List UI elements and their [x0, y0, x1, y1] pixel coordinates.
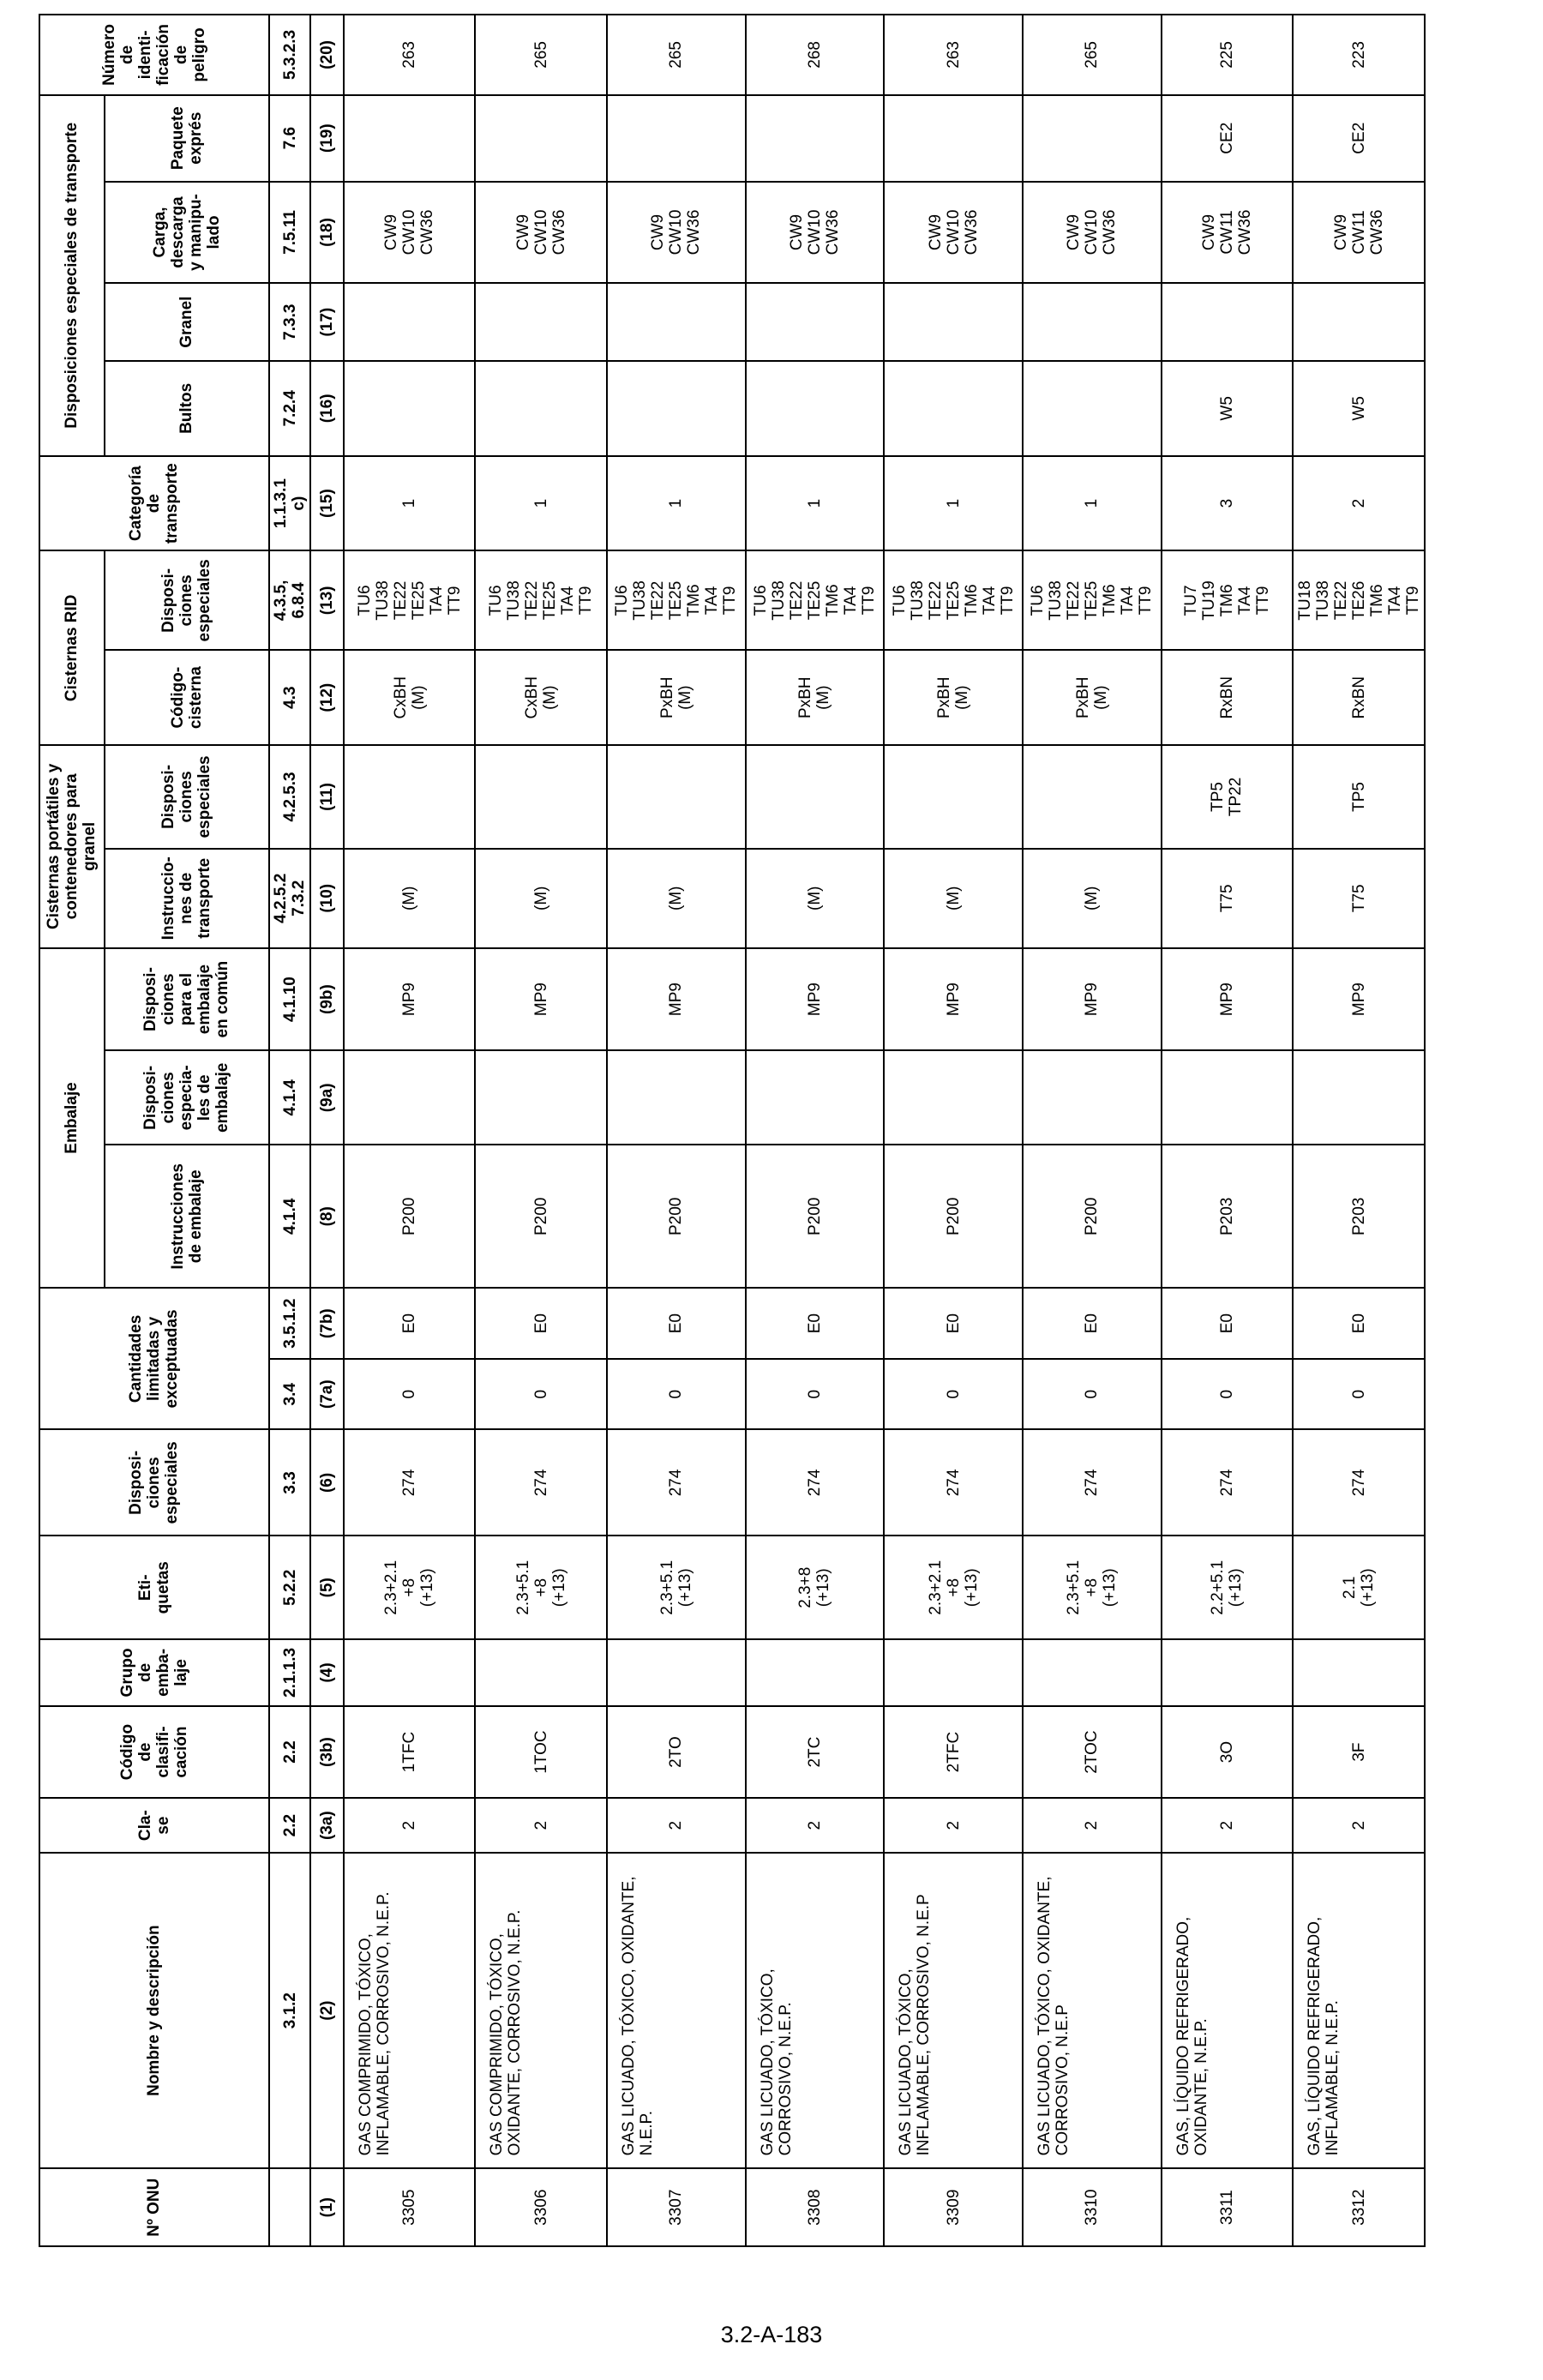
rid-tank-provisions-cell: TU6 TU38 TE22 TE25 TM6 TA4 TT9: [884, 550, 1023, 650]
col-number: (16): [310, 361, 343, 456]
packing-instruction-cell: P200: [746, 1145, 885, 1288]
name-description-cell: GAS LICUADO, TÓXICO, OXIDANTE, CORROSIVO, N.E.P: [1023, 1853, 1162, 2169]
header-bultos: Bultos: [105, 361, 269, 456]
special-provisions-cell: 274: [1293, 1430, 1425, 1536]
tank-instruction-cell: (M): [475, 849, 607, 948]
loading-handling-cell: CW9 CW10 CW36: [475, 182, 607, 284]
classification-code-cell: 2TO: [607, 1706, 746, 1799]
rid-tank-provisions-cell: TU6 TU38 TE22 TE25 TA4 TT9: [475, 550, 607, 650]
labels-cell: 2.3+5.1 +8 (+13): [1023, 1536, 1162, 1639]
express-parcel-cell: [746, 95, 885, 182]
express-parcel-cell: CE2: [1162, 95, 1294, 182]
special-packing-provisions-cell: [1162, 1050, 1294, 1145]
rid-tank-provisions-cell: TU18 TU38 TE22 TE26 TM6 TA4 TT9: [1293, 550, 1425, 650]
header-grupo-embalaje: Grupo de emba- laje: [39, 1639, 269, 1706]
ref-cell: 3.4: [269, 1359, 311, 1430]
packing-instruction-cell: P200: [607, 1145, 746, 1288]
tank-code-cell: PxBH (M): [746, 650, 885, 745]
rid-tank-provisions-cell: TU6 TU38 TE22 TE25 TM6 TA4 TT9: [1023, 550, 1162, 650]
tank-code-cell: CxBH (M): [344, 650, 476, 745]
tank-special-provisions-cell: [1023, 745, 1162, 849]
loading-handling-cell: CW9 CW10 CW36: [344, 182, 476, 284]
transport-category-cell: 1: [1023, 456, 1162, 551]
tank-code-cell: PxBH (M): [607, 650, 746, 745]
name-description-cell: GAS LICUADO, TÓXICO, CORROSIVO, N.E.P.: [746, 1853, 885, 2169]
bulk-cell: [607, 283, 746, 361]
special-packing-provisions-cell: [475, 1050, 607, 1145]
excepted-quantity-cell: E0: [884, 1288, 1023, 1359]
bulk-cell: [1162, 283, 1294, 361]
mixed-packing-cell: MP9: [746, 948, 885, 1051]
table-row: [1023, 15, 1162, 2246]
header-cisternas-portatiles: Cisternas portátiles y contenedores para granel: [39, 745, 105, 948]
col-number: (9a): [310, 1050, 343, 1145]
hazard-id-cell: 268: [746, 15, 885, 95]
col-number: (2): [310, 1853, 343, 2169]
table-row: [884, 15, 1023, 2246]
packing-instruction-cell: P203: [1162, 1145, 1294, 1288]
ref-cell: 7.6: [269, 95, 311, 182]
ref-cell: 4.3.5, 6.8.4: [269, 550, 311, 650]
ref-cell: 3.1.2: [269, 1853, 311, 2169]
header-disp-embalaje-comun: Disposi- ciones para el embalaje en común: [105, 948, 269, 1051]
packing-group-cell: [1023, 1639, 1162, 1706]
header-cisternas-rid: Cisternas RID: [39, 550, 105, 745]
loading-handling-cell: CW9 CW10 CW36: [607, 182, 746, 284]
packages-cell: [607, 361, 746, 456]
table-row: [607, 15, 746, 2246]
ref-cell: 7.3.3: [269, 283, 311, 361]
col-number: (13): [310, 550, 343, 650]
class-cell: 2: [1023, 1798, 1162, 1852]
un-number-cell: 3307: [607, 2168, 746, 2246]
packages-cell: [344, 361, 476, 456]
header-embalaje: Embalaje: [39, 948, 105, 1289]
col-number: (7a): [310, 1359, 343, 1430]
col-number: (9b): [310, 948, 343, 1051]
excepted-quantity-cell: E0: [607, 1288, 746, 1359]
loading-handling-cell: CW9 CW11 CW36: [1293, 182, 1425, 284]
transport-category-cell: 1: [607, 456, 746, 551]
ref-cell: 4.2.5.2 7.3.2: [269, 849, 311, 948]
rid-tank-provisions-cell: TU6 TU38 TE22 TE25 TA4 TT9: [344, 550, 476, 650]
labels-cell: 2.2+5.1 (+13): [1162, 1536, 1294, 1639]
header-instrucciones-embalaje: Instrucciones de embalaje: [105, 1145, 269, 1288]
header-cantidades: Cantidades limitadas y exceptuadas: [39, 1288, 269, 1429]
special-provisions-cell: 274: [1023, 1430, 1162, 1536]
packing-instruction-cell: P203: [1293, 1145, 1425, 1288]
transport-category-cell: 1: [475, 456, 607, 551]
special-provisions-cell: 274: [884, 1430, 1023, 1536]
ref-cell: 2.2: [269, 1798, 311, 1852]
col-number: (7b): [310, 1288, 343, 1359]
special-provisions-cell: 274: [746, 1430, 885, 1536]
col-number: (5): [310, 1536, 343, 1639]
col-number: (12): [310, 650, 343, 745]
ref-cell: 5.2.2: [269, 1536, 311, 1639]
tank-instruction-cell: (M): [884, 849, 1023, 948]
header-codigo-clasificacion: Código de clasifi- cación: [39, 1706, 269, 1799]
loading-handling-cell: CW9 CW10 CW36: [1023, 182, 1162, 284]
loading-handling-cell: CW9 CW10 CW36: [884, 182, 1023, 284]
limited-quantity-cell: 0: [1162, 1359, 1294, 1430]
classification-code-cell: 2TC: [746, 1706, 885, 1799]
limited-quantity-cell: 0: [746, 1359, 885, 1430]
excepted-quantity-cell: E0: [344, 1288, 476, 1359]
header-disp-especiales-transporte: Disposiciones especiales de transporte: [39, 95, 105, 456]
un-number-cell: 3311: [1162, 2168, 1294, 2246]
tank-special-provisions-cell: [607, 745, 746, 849]
tank-instruction-cell: T75: [1162, 849, 1294, 948]
header-un-no: Nº ONU: [39, 2168, 269, 2246]
table-row: [344, 15, 476, 2246]
col-number: (11): [310, 745, 343, 849]
col-number: (15): [310, 456, 343, 551]
header-granel: Granel: [105, 283, 269, 361]
packing-group-cell: [607, 1639, 746, 1706]
ref-cell: 5.3.2.3: [269, 15, 311, 95]
loading-handling-cell: CW9 CW10 CW36: [746, 182, 885, 284]
limited-quantity-cell: 0: [1023, 1359, 1162, 1430]
page-number: 3.2-A-183: [720, 2322, 823, 2347]
header-rid-disp-especiales: Disposi- ciones especiales: [105, 550, 269, 650]
header-name: Nombre y descripción: [39, 1853, 269, 2169]
hazard-id-cell: 265: [607, 15, 746, 95]
tank-special-provisions-cell: [344, 745, 476, 849]
mixed-packing-cell: MP9: [1162, 948, 1294, 1051]
limited-quantity-cell: 0: [344, 1359, 476, 1430]
name-description-cell: GAS LICUADO, TÓXICO, OXIDANTE, N.E.P.: [607, 1853, 746, 2169]
special-provisions-cell: 274: [344, 1430, 476, 1536]
class-cell: 2: [884, 1798, 1023, 1852]
mixed-packing-cell: MP9: [475, 948, 607, 1051]
col-number: (1): [310, 2168, 343, 2246]
packages-cell: [1023, 361, 1162, 456]
un-number-cell: 3309: [884, 2168, 1023, 2246]
tank-code-cell: CxBH (M): [475, 650, 607, 745]
hazard-id-cell: 265: [475, 15, 607, 95]
special-provisions-cell: 274: [1162, 1430, 1294, 1536]
dangerous-goods-table: [39, 14, 1426, 2247]
reference-row: [269, 15, 311, 2246]
excepted-quantity-cell: E0: [1023, 1288, 1162, 1359]
packing-group-cell: [746, 1639, 885, 1706]
special-packing-provisions-cell: [746, 1050, 885, 1145]
mixed-packing-cell: MP9: [1023, 948, 1162, 1051]
classification-code-cell: 2TFC: [884, 1706, 1023, 1799]
special-packing-provisions-cell: [1293, 1050, 1425, 1145]
bulk-cell: [884, 283, 1023, 361]
tank-code-cell: RxBN: [1162, 650, 1294, 745]
hazard-id-cell: 223: [1293, 15, 1425, 95]
hazard-id-cell: 265: [1023, 15, 1162, 95]
excepted-quantity-cell: E0: [1293, 1288, 1425, 1359]
class-cell: 2: [1162, 1798, 1294, 1852]
table-row: [475, 15, 607, 2246]
name-description-cell: GAS LICUADO, TÓXICO, INFLAMABLE, CORROSIVO, N.E.P: [884, 1853, 1023, 2169]
express-parcel-cell: [884, 95, 1023, 182]
name-description-cell: GAS COMPRIMIDO, TÓXICO, OXIDANTE, CORROSIVO, N.E.P.: [475, 1853, 607, 2169]
labels-cell: 2.1 (+13): [1293, 1536, 1425, 1639]
tank-special-provisions-cell: [746, 745, 885, 849]
class-cell: 2: [344, 1798, 476, 1852]
excepted-quantity-cell: E0: [475, 1288, 607, 1359]
packing-group-cell: [1293, 1639, 1425, 1706]
header-paquete-expres: Paquete exprés: [105, 95, 269, 182]
header-etiquetas: Eti- quetas: [39, 1536, 269, 1639]
tank-code-cell: PxBH (M): [884, 650, 1023, 745]
header-disp-especiales-embalaje: Disposi- ciones especia- les de embalaje: [105, 1050, 269, 1145]
rid-tank-provisions-cell: TU7 TU19 TM6 TA4 TT9: [1162, 550, 1294, 650]
packing-group-cell: [475, 1639, 607, 1706]
bulk-cell: [1293, 283, 1425, 361]
bulk-cell: [344, 283, 476, 361]
tank-instruction-cell: T75: [1293, 849, 1425, 948]
express-parcel-cell: [607, 95, 746, 182]
header-codigo-cisterna: Código- cisterna: [105, 650, 269, 745]
col-number: (17): [310, 283, 343, 361]
tank-instruction-cell: (M): [1023, 849, 1162, 948]
mixed-packing-cell: MP9: [607, 948, 746, 1051]
labels-cell: 2.3+2.1 +8 (+13): [884, 1536, 1023, 1639]
packages-cell: [746, 361, 885, 456]
col-number: (10): [310, 849, 343, 948]
un-number-cell: 3305: [344, 2168, 476, 2246]
header-row-top: [39, 15, 105, 2246]
transport-category-cell: 2: [1293, 456, 1425, 551]
packing-group-cell: [344, 1639, 476, 1706]
mixed-packing-cell: MP9: [344, 948, 476, 1051]
labels-cell: 2.3+5.1 (+13): [607, 1536, 746, 1639]
packing-instruction-cell: P200: [344, 1145, 476, 1288]
ref-cell: 7.2.4: [269, 361, 311, 456]
special-packing-provisions-cell: [884, 1050, 1023, 1145]
ref-cell: 2.1.1.3: [269, 1639, 311, 1706]
ref-cell: 2.2: [269, 1706, 311, 1799]
header-clase: Cla- se: [39, 1798, 269, 1852]
name-description-cell: GAS, LÍQUIDO REFRIGERADO, INFLAMABLE, N.E.P.: [1293, 1853, 1425, 2169]
class-cell: 2: [746, 1798, 885, 1852]
un-number-cell: 3306: [475, 2168, 607, 2246]
tank-instruction-cell: (M): [746, 849, 885, 948]
header-numero-peligro: Número de identi- ficación de peligro: [39, 15, 269, 95]
excepted-quantity-cell: E0: [1162, 1288, 1294, 1359]
packing-group-cell: [884, 1639, 1023, 1706]
class-cell: 2: [607, 1798, 746, 1852]
col-number: (4): [310, 1639, 343, 1706]
mixed-packing-cell: MP9: [1293, 948, 1425, 1051]
limited-quantity-cell: 0: [884, 1359, 1023, 1430]
header-disposiciones-especiales: Disposi- ciones especiales: [39, 1430, 269, 1536]
rid-tank-provisions-cell: TU6 TU38 TE22 TE25 TM6 TA4 TT9: [607, 550, 746, 650]
labels-cell: 2.3+5.1 +8 (+13): [475, 1536, 607, 1639]
excepted-quantity-cell: E0: [746, 1288, 885, 1359]
transport-category-cell: 1: [746, 456, 885, 551]
header-categoria-transporte: Categoría de transporte: [39, 456, 269, 551]
ref-cell: 4.1.4: [269, 1145, 311, 1288]
un-number-cell: 3312: [1293, 2168, 1425, 2246]
col-number: (18): [310, 182, 343, 284]
col-number: (8): [310, 1145, 343, 1288]
express-parcel-cell: [1023, 95, 1162, 182]
transport-category-cell: 1: [344, 456, 476, 551]
col-number: (3a): [310, 1798, 343, 1852]
table-row: [746, 15, 885, 2246]
rid-tank-provisions-cell: TU6 TU38 TE22 TE25 TM6 TA4 TT9: [746, 550, 885, 650]
special-provisions-cell: 274: [475, 1430, 607, 1536]
express-parcel-cell: CE2: [1293, 95, 1425, 182]
tank-code-cell: PxBH (M): [1023, 650, 1162, 745]
transport-category-cell: 3: [1162, 456, 1294, 551]
tank-special-provisions-cell: [475, 745, 607, 849]
packages-cell: W5: [1293, 361, 1425, 456]
bulk-cell: [746, 283, 885, 361]
ref-cell: 3.3: [269, 1430, 311, 1536]
limited-quantity-cell: 0: [475, 1359, 607, 1430]
mixed-packing-cell: MP9: [884, 948, 1023, 1051]
labels-cell: 2.3+2.1 +8 (+13): [344, 1536, 476, 1639]
hazard-id-cell: 263: [344, 15, 476, 95]
transport-category-cell: 1: [884, 456, 1023, 551]
packing-instruction-cell: P200: [884, 1145, 1023, 1288]
tank-instruction-cell: (M): [607, 849, 746, 948]
classification-code-cell: 3O: [1162, 1706, 1294, 1799]
ref-cell: [269, 2168, 311, 2246]
ref-cell: 4.1.4: [269, 1050, 311, 1145]
bulk-cell: [1023, 283, 1162, 361]
header-instrucciones-transporte: Instruccio- nes de transporte: [105, 849, 269, 948]
special-packing-provisions-cell: [1023, 1050, 1162, 1145]
special-packing-provisions-cell: [344, 1050, 476, 1145]
col-number: (20): [310, 15, 343, 95]
classification-code-cell: 1TOC: [475, 1706, 607, 1799]
tank-special-provisions-cell: [884, 745, 1023, 849]
labels-cell: 2.3+8 (+13): [746, 1536, 885, 1639]
class-cell: 2: [475, 1798, 607, 1852]
rotated-table-page: [39, 14, 1426, 2247]
ref-cell: 4.1.10: [269, 948, 311, 1051]
ref-cell: 4.2.5.3: [269, 745, 311, 849]
tank-special-provisions-cell: TP5 TP22: [1162, 745, 1294, 849]
express-parcel-cell: [344, 95, 476, 182]
name-description-cell: GAS COMPRIMIDO, TÓXICO, INFLAMABLE, CORROSIVO, N.E.P.: [344, 1853, 476, 2169]
special-provisions-cell: 274: [607, 1430, 746, 1536]
packing-instruction-cell: P200: [1023, 1145, 1162, 1288]
col-number: (3b): [310, 1706, 343, 1799]
classification-code-cell: 2TOC: [1023, 1706, 1162, 1799]
express-parcel-cell: [475, 95, 607, 182]
classification-code-cell: 3F: [1293, 1706, 1425, 1799]
loading-handling-cell: CW9 CW11 CW36: [1162, 182, 1294, 284]
table-row: [1293, 15, 1425, 2246]
un-number-cell: 3308: [746, 2168, 885, 2246]
packages-cell: W5: [1162, 361, 1294, 456]
un-number-cell: 3310: [1023, 2168, 1162, 2246]
tank-instruction-cell: (M): [344, 849, 476, 948]
packages-cell: [475, 361, 607, 456]
name-description-cell: GAS, LÍQUIDO REFRIGERADO, OXIDANTE, N.E.P.: [1162, 1853, 1294, 2169]
ref-cell: 4.3: [269, 650, 311, 745]
bulk-cell: [475, 283, 607, 361]
header-cp-disp-especiales: Disposi- ciones especiales: [105, 745, 269, 849]
packages-cell: [884, 361, 1023, 456]
ref-cell: 3.5.1.2: [269, 1288, 311, 1359]
packing-group-cell: [1162, 1639, 1294, 1706]
packing-instruction-cell: P200: [475, 1145, 607, 1288]
limited-quantity-cell: 0: [607, 1359, 746, 1430]
limited-quantity-cell: 0: [1293, 1359, 1425, 1430]
table-row: [1162, 15, 1294, 2246]
col-number: (19): [310, 95, 343, 182]
class-cell: 2: [1293, 1798, 1425, 1852]
hazard-id-cell: 225: [1162, 15, 1294, 95]
column-number-row: [310, 15, 343, 2246]
tank-code-cell: RxBN: [1293, 650, 1425, 745]
tank-special-provisions-cell: TP5: [1293, 745, 1425, 849]
ref-cell: 1.1.3.1 c): [269, 456, 311, 551]
ref-cell: 7.5.11: [269, 182, 311, 284]
col-number: (6): [310, 1430, 343, 1536]
header-carga-descarga: Carga, descarga y manipu- lado: [105, 182, 269, 284]
special-packing-provisions-cell: [607, 1050, 746, 1145]
hazard-id-cell: 263: [884, 15, 1023, 95]
classification-code-cell: 1TFC: [344, 1706, 476, 1799]
